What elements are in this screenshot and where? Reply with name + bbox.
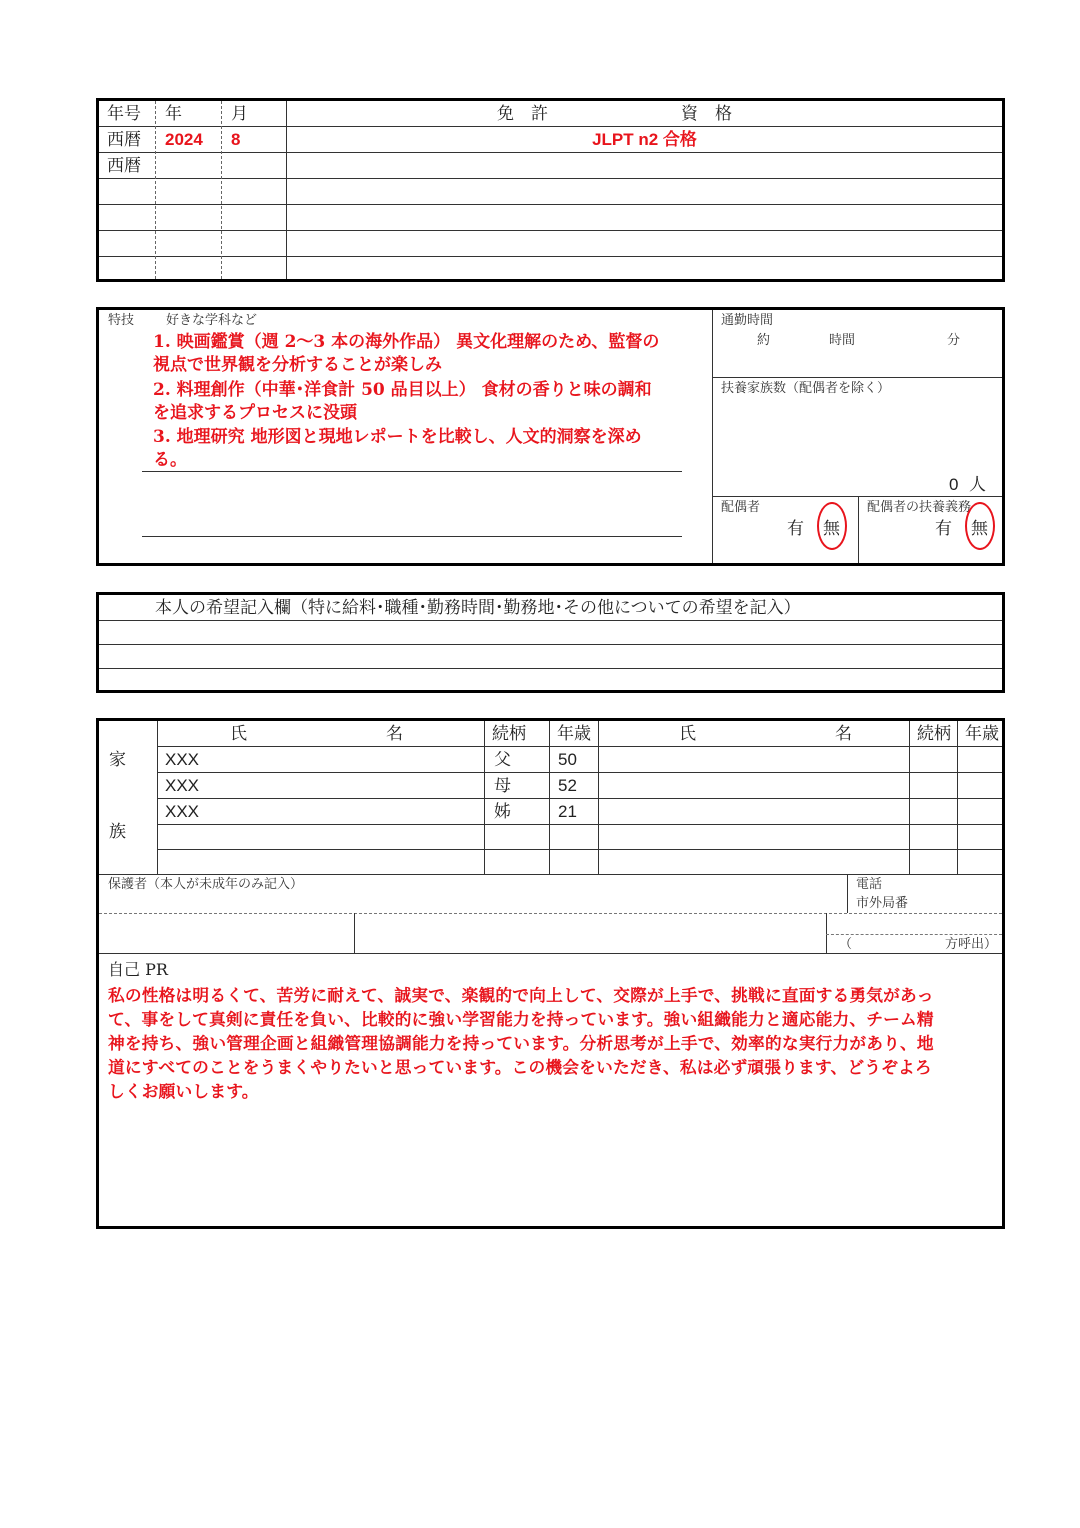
row2-era: 西暦 [107, 156, 141, 176]
skills-line: 1. 映画鑑賞（週 2～3 本の海外作品） 異文化理解のため、監督の [153, 332, 660, 352]
commute-approx: 約 [757, 333, 771, 348]
spouse-no: 無 [823, 519, 840, 539]
family-header-name-a: 氏 [230, 724, 247, 744]
self-pr-line: 私の性格は明るくて、苦労に耐えて、誠実で、楽観的で向上して、交際が上手で、挑戦に直面する勇気があっ [108, 985, 934, 1005]
header-year: 年 [165, 104, 182, 124]
skills-line: 2. 料理創作（中華･洋食計 50 品目以上） 食材の香りと味の調和 [153, 380, 652, 400]
dependents-unit: 人 [969, 475, 986, 495]
header-license: 免 許 [497, 104, 548, 124]
row1-qualification: JLPT n2 合格 [592, 130, 697, 149]
self-pr-line: しくお願いします。 [108, 1081, 259, 1101]
row1-year: 2024 [165, 130, 203, 149]
self-pr-label: 自己 PR [108, 960, 168, 979]
skills-line: を追求するプロセスに没頭 [153, 403, 357, 423]
self-pr-line: 道にすべてのことをうまくやりたいと思っています。この機会をいただき、私は必ず頑張ります、どうぞよろ [108, 1057, 932, 1077]
spouse-no-circle [817, 502, 847, 550]
spouse-support-yes: 有 [935, 519, 952, 539]
commute-label: 通勤時間 [721, 313, 774, 328]
family-member-name: XXX [165, 802, 200, 821]
dependents-count: 0 [949, 475, 959, 494]
family-header-name-b-2: 名 [835, 724, 852, 744]
family-section [96, 718, 1005, 1229]
family-header-relation: 続柄 [492, 724, 526, 744]
guardian-label: 保護者（本人が未成年のみ記入） [108, 877, 304, 892]
family-header-relation-2: 続柄 [917, 724, 951, 744]
family-member-name: XXX [165, 750, 200, 769]
family-side-label-bottom: 族 [109, 822, 126, 842]
family-header-name-a-2: 氏 [679, 724, 696, 744]
wishes-section [96, 592, 1005, 693]
skills-line: 3. 地理研究 地形図と現地レポートを比較し、人文的洞察を深め [153, 427, 642, 447]
skills-line: 視点で世界観を分析することが楽しみ [153, 355, 442, 375]
skills-line: る。 [153, 450, 187, 470]
family-member-age: 50 [558, 750, 577, 769]
skills-sublabel: 好きな学科など [166, 313, 258, 328]
header-month: 月 [231, 104, 248, 124]
spouse-support-no-circle [965, 502, 995, 550]
spouse-support-no: 無 [971, 519, 988, 539]
self-pr-line: 神を持ち、強い管理企画と組織管理協調能力を持っています。分析思考が上手で、効率的な実行力があり、地 [108, 1033, 934, 1053]
family-member-age: 52 [558, 776, 577, 795]
phone-label: 電話 [856, 877, 883, 892]
row1-month: 8 [231, 130, 241, 149]
skills-section [96, 307, 1005, 566]
area-code-label: 市外局番 [856, 896, 909, 911]
family-member-relation: 母 [494, 776, 511, 796]
call-label: 方呼出） [945, 937, 998, 952]
skills-label: 特技 [108, 313, 135, 328]
family-member-relation: 姊 [494, 802, 511, 822]
header-year-no: 年号 [107, 104, 141, 124]
family-side-label-top: 家 [109, 750, 126, 770]
call-open: （ [839, 937, 853, 952]
spouse-yes: 有 [787, 519, 804, 539]
family-header-name-b: 名 [386, 724, 403, 744]
license-table [96, 98, 1005, 282]
spouse-support-label: 配偶者の扶養義務 [867, 500, 972, 515]
family-member-age: 21 [558, 802, 577, 821]
spouse-label: 配偶者 [721, 500, 761, 515]
header-qualification: 資 格 [681, 104, 732, 124]
family-header-age-2: 年歳 [965, 724, 999, 744]
wishes-label: 本人の希望記入欄（特に給料･職種･勤務時間･勤務地･その他についての希望を記入） [155, 598, 801, 618]
family-member-name: XXX [165, 776, 200, 795]
commute-minutes: 分 [947, 333, 961, 348]
self-pr-line: て、事をして真剣に責任を負い、比較的に強い学習能力を持っています。強い組織能力と適応能力、チーム精 [108, 1009, 934, 1029]
row1-era: 西暦 [107, 130, 141, 150]
family-header-age: 年歳 [557, 724, 591, 744]
dependents-label: 扶養家族数（配偶者を除く） [721, 381, 891, 396]
family-member-relation: 父 [494, 750, 511, 770]
commute-hours: 時間 [829, 333, 856, 348]
